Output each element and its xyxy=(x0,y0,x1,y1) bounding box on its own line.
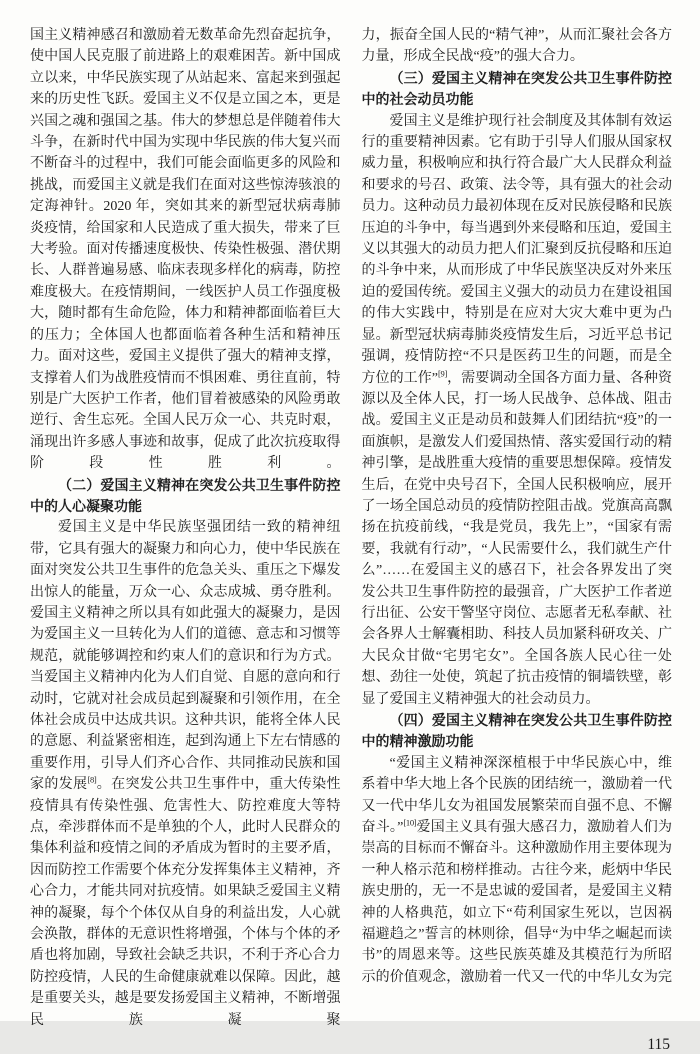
paragraph-mobilization xyxy=(362,111,673,710)
paragraph-continuation: 力，振奋全国人民的“精气神”，从而汇聚社会各方力量，形成全民战“疫”的强大合力。 xyxy=(361,28,672,65)
section-heading-4: （四）爱国主义精神在突发公共卫生事件防控中的精神激励功能 xyxy=(361,712,672,750)
paragraph-inspiration xyxy=(362,753,673,988)
paragraph-text: 。在突发公共卫生事件中，重大传染性疫情具有传染性强、危害性大、防控难度大等特点，牵涉群体而不是单独的个人，此时人民群众的集体利益和疫情之间的矛盾成为暂时的主要矛盾，因而防控工作需要个体充分发挥集体主义精神，齐心合力，才能共同对抗疫情。如果缺乏爱国主义精神的凝聚，每个个体仅从自身的利益出发，人心就会涣散，群体的无意识性将增强，个体与个体的矛盾也将加剧，导致社会缺乏共识，不利于齐心合力防控疫情，人民的生命健康就难以保障。因此，越是重要关头，越是要发扬爱国主义精神，不断增强民族凝聚 xyxy=(30,777,341,1028)
paragraph-text: 爱国主义具有强大感召力，激励着人们为崇高的目标而不懈奋斗。这种激励作用主要体现为一种人格示范和榜样推动。古往今来，彪炳中华民族史册的，无一不是忠诚的爱国者，是爱国主义精神的人格典范，如立下“苟利国家生死以，岂因祸福避趋之”誓言的林则徐，倡导“为中华之崛起而读书”的周恩来等。这些民族英雄及其模范行为所昭示的价值观念，激励着一代又一代的中华儿女为完 xyxy=(361,820,673,985)
footnote-ref-8: [8] xyxy=(87,774,97,785)
paragraph-text: ，需要调动全国各方面力量、各种资源以及全体人民，打一场人民战争、总体战、阻击战。爱国主义正是动员和鼓舞人们团结抗“疫”的一面旗帜，是激发人们爱国热情、落实爱国行动的精神引擎，是战胜重大疫情的重要思想保障。疫情发生后，在党中央号召下，全国人民积极响应，展开了一场全国总动员的疫情防控阻击战。党旗高高飘扬在抗疫前线，“我是党员，我先上”，“国家有需要，我就有行动”，“人民需要什么，我们就生产什么”……在爱国主义的感召下，社会各界发出了突发公共卫生事件防控的最强音，广大医护工作者逆行出征、公安干警坚守岗位、志愿者无私奉献、社会各界人士解囊相助、科技人员加紧科研攻关、广大民众甘做“宅男宅女”。全国各族人民心往一处想、劲往一处使，筑起了抗击疫情的铜墙铁壁，彰显了爱国主义精神强大的社会动员力。 xyxy=(361,370,672,707)
footnote-ref-9: [9] xyxy=(438,367,448,378)
footnote-ref-10: [10] xyxy=(403,817,417,828)
paragraph-continuation: 国主义精神感召和激励着无数革命先烈奋起抗争，使中国人民克服了前进路上的艰难困苦。新中国成立以来，中华民族实现了从站起来、富起来到强起来的历史性飞跃。爱国主义不仅是立国之本，更是兴国之魂和强国之基。伟大的梦想总是伴随着伟大斗争，在新时代中国为实现中华民族的伟大复兴而不断奋斗的过程中，我们可能会面临更多的风险和挑战，而爱国主义就是我们在面对这些惊涛骇浪的定海神针。2020 年，突如其来的新型冠状病毒肺炎疫情，给国家和人民造成了重大损失，带来了巨大考验。面对传播速度极快、传染性极强、潜伏期长、人群普遍易感、临床表现多样化的病毒，防控难度极大。在疫情期间，一线医护人员工作强度极大，随时都有生命危险，体力和精神都面临着巨大的压力；全体国人也都面临着各种生活和精神压力。面对这些，爱国主义提供了强大的精神支撑，支撑着人们为战胜疫情而不惧困难、勇往直前，特别是广大医护工作者，他们冒着被感染的风险勇敢逆行、舍生忘死。全国人民万众一心、共克时艰，涌现出许多感人事迹和故事，促成了此次抗疫取得阶段性胜利。 xyxy=(30,28,341,472)
left-column xyxy=(30,25,341,1031)
paragraph-text: 爱国主义是维护现行社会制度及其体制有效运行的重要精神因素。它有助于引导人们服从国家权威力量，积极响应和执行符合最广大人民群众利益和要求的号召、政策、法令等，具有强大的社会动员力。这种动员力最初体现在反对民族侵略和民族压迫的斗争中，每当遇到外来侵略和压迫，爱国主义以其强大的动员力把人们汇聚到反抗侵略和压迫的斗争中来，从而形成了中华民族坚决反对外来压迫的爱国传统。爱国主义强大的动员力在建设祖国的伟大实践中，特别是在应对大灾大难中更为凸显。新型冠状病毒肺炎疫情发生后，习近平总书记强调，疫情防控“不只是医药卫生的问题，而是全方位的工作” xyxy=(361,113,672,386)
paragraph-cohesion xyxy=(30,517,341,1031)
right-column xyxy=(362,25,673,1031)
section-heading-3: （三）爱国主义精神在突发公共卫生事件防控中的社会动员功能 xyxy=(361,69,672,108)
two-column-layout xyxy=(30,25,672,1031)
section-heading-2: （二）爱国主义精神在突发公共卫生事件防控中的人心凝聚功能 xyxy=(30,476,341,514)
paragraph-text: 爱国主义是中华民族坚强团结一致的精神纽带，它具有强大的凝聚力和向心力，使中华民族在面对突发公共卫生事件的危急关头、重压之下爆发出惊人的能量，万众一心、众志成城、勇夺胜利。爱国主义精神之所以具有如此强大的凝聚力，是因为爱国主义一旦转化为人们的道德、意志和习惯等规范，就能够调控和约束人们的意识和行为方式。当爱国主义精神内化为人们自觉、自愿的意向和行动时，它就对社会成员起到凝聚和引领作用，在全体社会成员中达成共识。这种共识，能将全体人民的意愿、利益紧密相连，起到沟通上下左右情感的重要作用，引导人们齐心合作、共同推动民族和国家的发展 xyxy=(30,520,341,793)
page-number: 115 xyxy=(647,1036,670,1054)
paragraph-text: “爱国主义精神深深植根于中华民族心中，维系着中华大地上各个民族的团结统一，激励着一代又一代中华儿女为祖国发展繁荣而自强不息、不懈奋斗。” xyxy=(361,755,672,836)
